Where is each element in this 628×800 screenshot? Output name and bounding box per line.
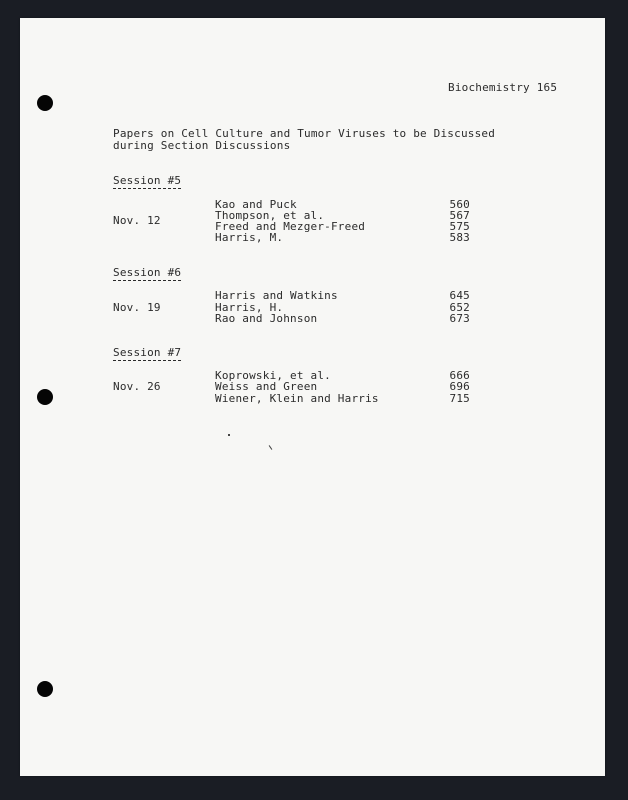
session-heading: Session #6 (113, 266, 182, 279)
ink-speck (228, 434, 230, 436)
page-title-line-1: Papers on Cell Culture and Tumor Viruses to be Discussed (113, 127, 496, 140)
paper-page: 645 (449, 289, 470, 302)
paper-page: 575 (449, 220, 470, 233)
paper-authors: Koprowski, et al. (215, 369, 331, 382)
session-date: Nov. 12 (113, 214, 161, 227)
paper-page: 583 (449, 231, 470, 244)
session-date: Nov. 19 (113, 301, 161, 314)
session-heading: Session #5 (113, 174, 182, 187)
session-heading: Session #7 (113, 346, 182, 359)
paper-authors: Wiener, Klein and Harris (215, 392, 379, 405)
paper-page: 567 (449, 209, 470, 222)
paper-page: 666 (449, 369, 470, 382)
paper-authors: Harris, M. (215, 231, 284, 244)
document-page (20, 18, 605, 776)
course-header: Biochemistry 165 (448, 81, 558, 94)
paper-page: 696 (449, 380, 470, 393)
paper-authors: Harris, H. (215, 301, 284, 314)
paper-page: 715 (449, 392, 470, 405)
ink-speck (269, 445, 273, 450)
paper-page: 560 (449, 198, 470, 211)
paper-page: 673 (449, 312, 470, 325)
punch-hole (37, 95, 53, 111)
punch-hole (37, 389, 53, 405)
paper-authors: Weiss and Green (215, 380, 318, 393)
paper-page: 652 (449, 301, 470, 314)
paper-authors: Thompson, et al. (215, 209, 325, 222)
punch-hole (37, 681, 53, 697)
page-title-line-2: during Section Discussions (113, 139, 291, 152)
paper-authors: Kao and Puck (215, 198, 297, 211)
paper-authors: Rao and Johnson (215, 312, 318, 325)
session-date: Nov. 26 (113, 380, 161, 393)
paper-authors: Harris and Watkins (215, 289, 338, 302)
paper-authors: Freed and Mezger-Freed (215, 220, 366, 233)
